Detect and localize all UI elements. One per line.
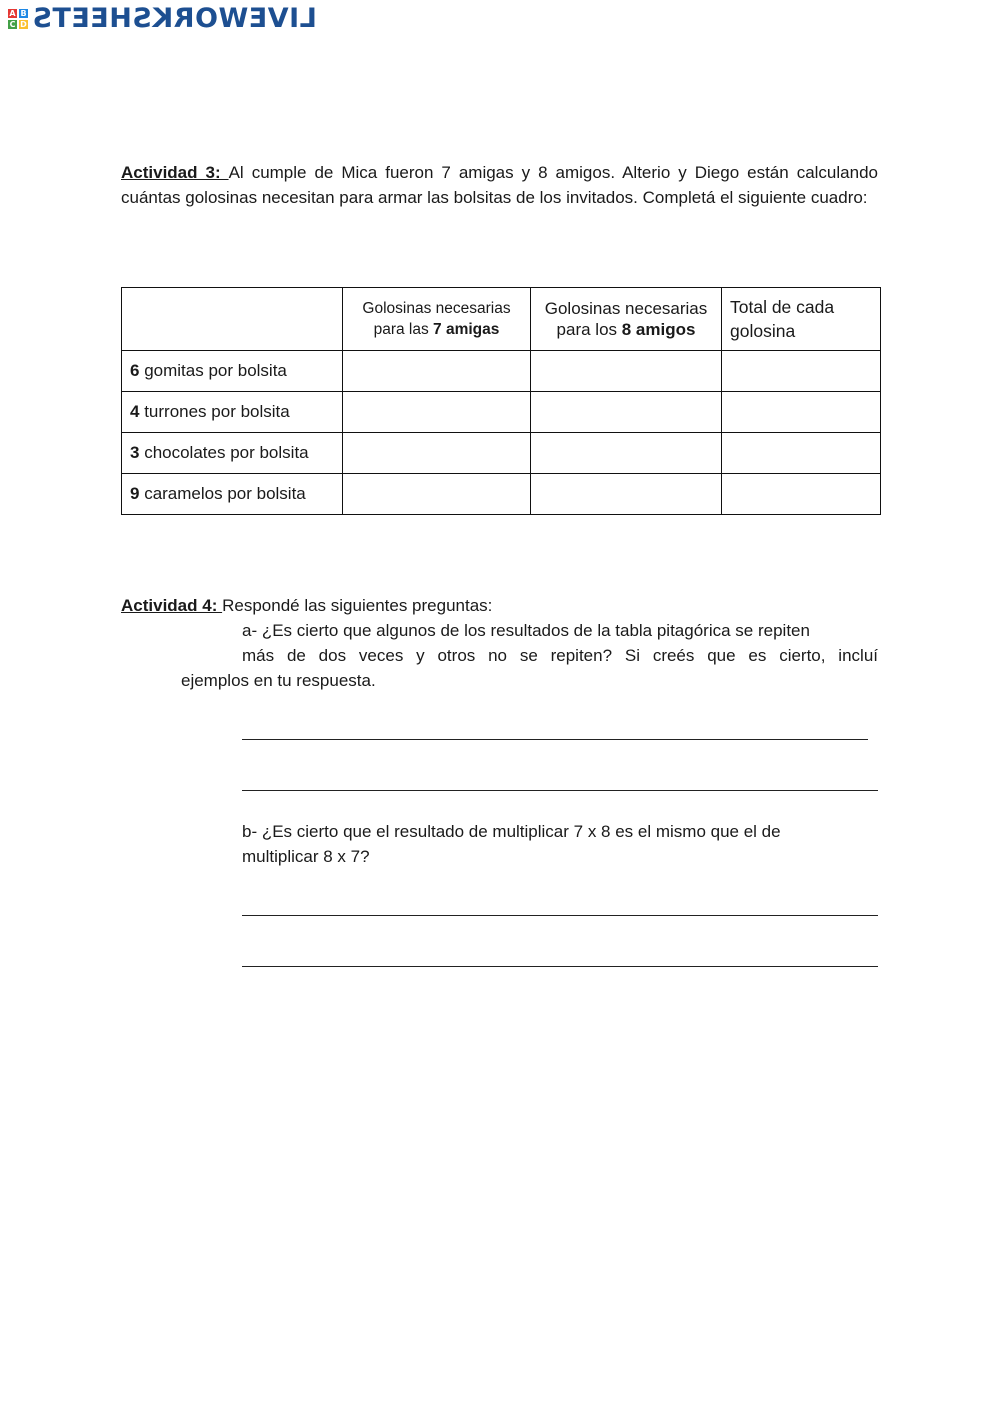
question-a-line-1: a- ¿Es cierto que algunos de los resultados de la tabla pitagórica se repiten	[242, 621, 810, 640]
answer-cell-total[interactable]	[722, 351, 881, 392]
table-header-row	[122, 288, 881, 351]
golosinas-table	[121, 287, 881, 515]
answer-cell-amigos[interactable]	[531, 474, 722, 515]
answer-cell-amigas[interactable]	[343, 474, 531, 515]
logo-block: B	[20, 8, 27, 18]
table-row	[122, 351, 881, 392]
answer-cell-total[interactable]	[722, 474, 881, 515]
answer-cell-amigas[interactable]	[343, 351, 531, 392]
actividad-3-paragraph	[121, 160, 878, 210]
row-label: 9 caramelos por bolsita	[122, 474, 343, 515]
logo-blocks-icon	[8, 9, 28, 29]
header-8-amigos: Golosinas necesarias para los 8 amigos	[531, 288, 722, 351]
actividad-3-text: Al cumple de Mica fueron 7 amigas y 8 amigos. Alterio y Diego están calculando cuántas golosinas necesitan para armar las bolsitas de los invitados. Completá el siguiente cuadro:	[121, 163, 878, 207]
logo-block: A	[9, 8, 16, 18]
answer-cell-amigos[interactable]	[531, 392, 722, 433]
answer-cell-total[interactable]	[722, 433, 881, 474]
header-7-amigas: Golosinas necesarias para las 7 amigas	[343, 288, 531, 351]
liveworksheets-logo	[8, 5, 317, 33]
question-b-line-2: multiplicar 8 x 7?	[242, 847, 370, 866]
answer-cell-amigas[interactable]	[343, 433, 531, 474]
actividad-4-label: Actividad 4:	[121, 596, 223, 615]
question-b-line-1: b- ¿Es cierto que el resultado de multiplicar 7 x 8 es el mismo que el de	[242, 822, 781, 841]
actividad-4-heading	[121, 593, 492, 618]
logo-block: D	[20, 19, 27, 29]
question-a-line-3: ejemplos en tu respuesta.	[181, 671, 376, 690]
answer-line-a2[interactable]	[242, 790, 878, 791]
answer-cell-amigos[interactable]	[531, 433, 722, 474]
answer-line-b1[interactable]	[242, 915, 878, 916]
logo-block: C	[9, 19, 16, 29]
table-header-empty	[122, 288, 343, 351]
actividad-4-intro: Respondé las siguientes preguntas:	[222, 596, 493, 615]
row-label: 4 turrones por bolsita	[122, 392, 343, 433]
answer-line-b2[interactable]	[242, 966, 878, 967]
answer-cell-amigas[interactable]	[343, 392, 531, 433]
actividad-3-label: Actividad 3:	[121, 163, 229, 182]
table-row	[122, 392, 881, 433]
row-label: 3 chocolates por bolsita	[122, 433, 343, 474]
question-a-line-2: más de dos veces y otros no se repiten? Si creés que es cierto, incluí	[242, 646, 878, 665]
row-label: 6 gomitas por bolsita	[122, 351, 343, 392]
header-total: Total de cada golosina	[722, 288, 881, 351]
answer-cell-amigos[interactable]	[531, 351, 722, 392]
table-row	[122, 433, 881, 474]
answer-line-a1[interactable]	[242, 739, 868, 740]
answer-cell-total[interactable]	[722, 392, 881, 433]
logo-text: LIVEWORKSHEETS	[32, 3, 317, 34]
table-row	[122, 474, 881, 515]
